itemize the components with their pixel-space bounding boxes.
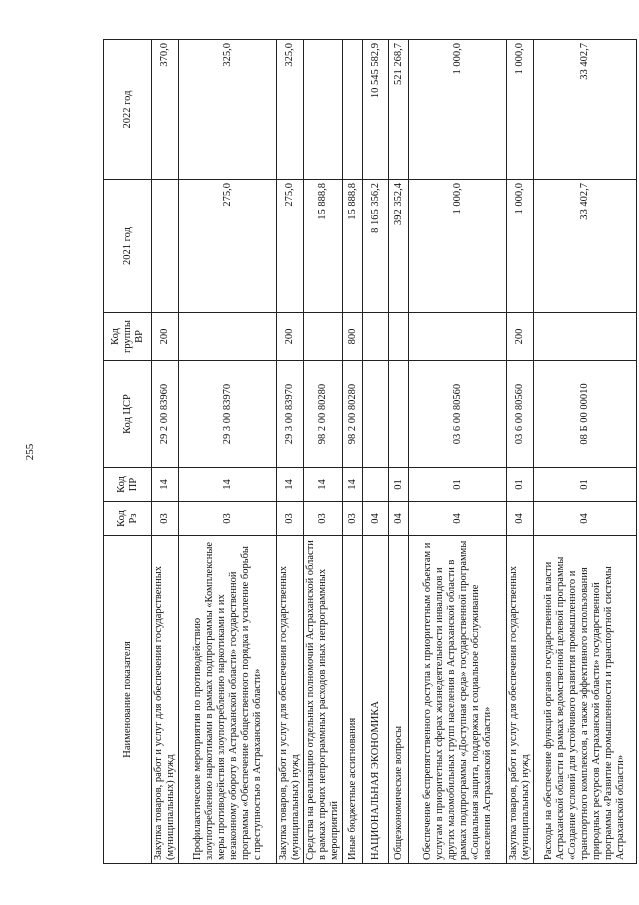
header-pr: Код ПР: [104, 468, 152, 502]
table-row: [277, 40, 304, 864]
header-2022: 2022 год: [104, 40, 152, 180]
row-2021: 275,0: [277, 180, 304, 313]
row-2022: 521 268,7: [389, 40, 409, 180]
row-name: Закупка товаров, работ и услуг для обеспечения государственных (муниципальных) нужд: [507, 536, 534, 864]
row-csr: [389, 361, 409, 468]
row-2021: 15 888,8: [304, 180, 343, 313]
table-row: [179, 40, 277, 864]
row-name: Обеспечение беспрепятственного доступа к приоритетным объектам и услугам в приоритетных сферах жизнедеятельности инвалидов и других маломобильных групп населения в Астраханской области в рамках подпрограммы «Доступная среда» государственной программы «Социальная защита, поддержка и социальное обслуживание населения Астраханской области»: [409, 536, 507, 864]
row-pr: [363, 468, 389, 502]
row-csr: 98 2 00 80280: [304, 361, 343, 468]
row-csr: 29 3 00 83970: [179, 361, 277, 468]
table-row: [363, 40, 389, 864]
row-2022: [304, 40, 343, 180]
row-csr: 08 Б 00 00010: [534, 361, 637, 468]
row-2021: 1 000,0: [507, 180, 534, 313]
row-rz: 03: [277, 502, 304, 536]
row-2022: 370,0: [152, 40, 179, 180]
row-pr: 01: [389, 468, 409, 502]
row-csr: 29 3 00 83970: [277, 361, 304, 468]
row-rz: 04: [363, 502, 389, 536]
row-pr: 01: [507, 468, 534, 502]
row-csr: 29 2 00 83960: [152, 361, 179, 468]
row-rz: 03: [179, 502, 277, 536]
table-row: [389, 40, 409, 864]
row-rz: 04: [507, 502, 534, 536]
row-2021: 392 352,4: [389, 180, 409, 313]
row-pr: 01: [409, 468, 507, 502]
row-2021: 275,0: [179, 180, 277, 313]
table-row: [409, 40, 507, 864]
row-name: Профилактические мероприятия по противодействию злоупотреблению наркотиками в рамках подпрограммы «Комплексные меры противодействия злоупотреблению наркотиками и их незаконному обороту в Астраханской области» государственной программы «Обеспечение общественного порядка и усиление борьбы с преступностью в Астраханской области»: [179, 536, 277, 864]
row-rz: 03: [304, 502, 343, 536]
page-number: 255: [24, 443, 36, 461]
row-rz: 04: [389, 502, 409, 536]
rotated-table-container: [103, 40, 630, 864]
row-vr: [363, 313, 389, 361]
row-vr: 200: [507, 313, 534, 361]
row-pr: 01: [534, 468, 637, 502]
row-vr: [179, 313, 277, 361]
row-pr: 14: [277, 468, 304, 502]
row-vr: 800: [343, 313, 363, 361]
row-2021: 8 165 356,2: [363, 180, 389, 313]
table-row: [152, 40, 179, 864]
header-name: Наименование показателя: [104, 536, 152, 864]
row-rz: 04: [409, 502, 507, 536]
header-vr: Код группы ВР: [104, 313, 152, 361]
row-pr: 14: [179, 468, 277, 502]
row-name: Общеэкономические вопросы: [389, 536, 409, 864]
row-csr: 03 6 00 80560: [409, 361, 507, 468]
row-rz: 04: [534, 502, 637, 536]
budget-table: [103, 39, 637, 864]
header-rz: Код Рз: [104, 502, 152, 536]
table-row: [304, 40, 343, 864]
table-row: [507, 40, 534, 864]
row-name: Закупка товаров, работ и услуг для обеспечения государственных (муниципальных) нужд: [152, 536, 179, 864]
row-2022: 10 545 582,9: [363, 40, 389, 180]
row-pr: 14: [304, 468, 343, 502]
row-pr: 14: [343, 468, 363, 502]
row-2022: 1 000,0: [507, 40, 534, 180]
row-rz: 03: [152, 502, 179, 536]
row-2022: [343, 40, 363, 180]
row-name: НАЦИОНАЛЬНАЯ ЭКОНОМИКА: [363, 536, 389, 864]
row-vr: 200: [152, 313, 179, 361]
row-2021: 33 402,7: [534, 180, 637, 313]
row-2022: 325,0: [179, 40, 277, 180]
row-vr: [409, 313, 507, 361]
row-vr: [534, 313, 637, 361]
row-csr: 03 6 00 80560: [507, 361, 534, 468]
row-vr: [304, 313, 343, 361]
table-header-row: [104, 40, 152, 864]
row-2021: 15 888,8: [343, 180, 363, 313]
row-vr: [389, 313, 409, 361]
row-pr: 14: [152, 468, 179, 502]
header-2021: 2021 год: [104, 180, 152, 313]
row-2021: 1 000,0: [409, 180, 507, 313]
row-2022: 33 402,7: [534, 40, 637, 180]
row-name: Закупка товаров, работ и услуг для обеспечения государственных (муниципальных) нужд: [277, 536, 304, 864]
table-row: [534, 40, 637, 864]
row-rz: 03: [343, 502, 363, 536]
row-name: Средства на реализацию отдельных полномочий Астраханской области в рамках прочих непрограммных расходов иных непрограммных мероприятий: [304, 536, 343, 864]
row-name: Иные бюджетные ассигнования: [343, 536, 363, 864]
row-2021: [152, 180, 179, 313]
row-csr: 98 2 00 80280: [343, 361, 363, 468]
row-vr: 200: [277, 313, 304, 361]
table-row: [343, 40, 363, 864]
row-2022: 1 000,0: [409, 40, 507, 180]
row-name: Расходы на обеспечение функций органов государственной власти Астраханской области в рамках ведомственной целевой программы «Создание условий для устойчивого развития промышленного и транспортного комплексов, а также эффективного использования природных ресурсов Астраханской области» государственной программы «Развитие промышленности и транспортной системы Астраханской области»: [534, 536, 637, 864]
header-csr: Код ЦСР: [104, 361, 152, 468]
row-2022: 325,0: [277, 40, 304, 180]
row-csr: [363, 361, 389, 468]
